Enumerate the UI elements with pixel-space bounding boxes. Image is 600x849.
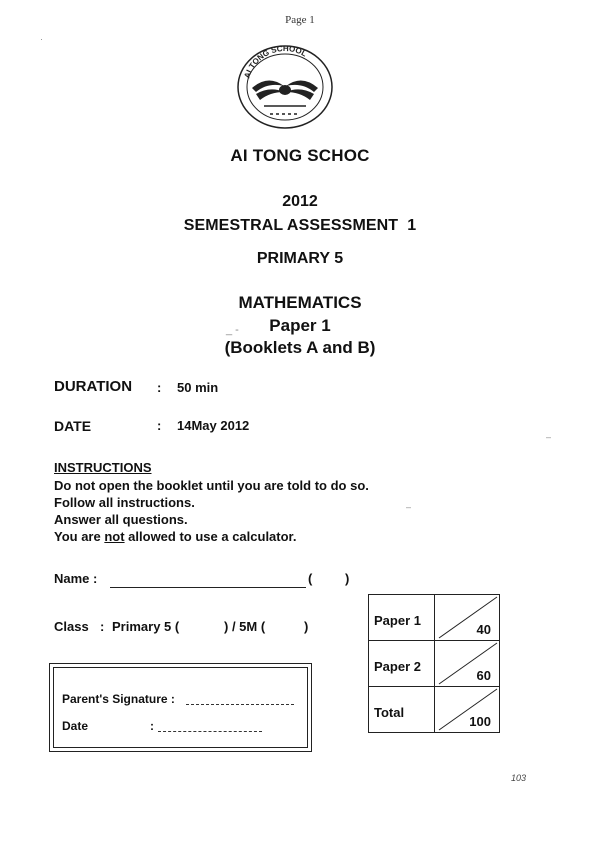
parent-signature-line[interactable] xyxy=(186,704,294,705)
instruction-line-2: Follow all instructions. xyxy=(54,495,195,510)
marks-row-label: Total xyxy=(369,687,435,733)
assessment-title: SEMESTRAL ASSESSMENT 1 xyxy=(183,217,417,234)
date-label: DATE xyxy=(54,418,92,434)
marks-row xyxy=(369,595,500,641)
instruction-line-4 xyxy=(54,528,297,545)
scan-mark: _ - xyxy=(226,324,239,336)
marks-row xyxy=(369,641,500,687)
page-code: 103 xyxy=(511,773,527,783)
paper-title: Paper 1 xyxy=(269,316,331,335)
marks-score-cell[interactable] xyxy=(435,687,500,733)
marks-score-cell[interactable] xyxy=(435,641,500,687)
marks-row xyxy=(369,687,500,733)
level-title: PRIMARY 5 xyxy=(256,250,344,267)
marks-table xyxy=(368,594,500,733)
name-input-line[interactable] xyxy=(110,587,306,588)
marks-score-cell[interactable] xyxy=(435,595,500,641)
instruction-line-4-pre: You are xyxy=(54,529,105,544)
marks-max-value: 40 xyxy=(476,622,491,637)
marks-max-value: 100 xyxy=(469,714,491,729)
duration-label: DURATION xyxy=(54,378,133,395)
signature-date-colon: : xyxy=(150,719,154,733)
name-label: Name : xyxy=(54,571,98,586)
class-mid: ) / 5M ( xyxy=(224,619,266,634)
parent-signature-label: Parent's Signature : xyxy=(62,692,175,706)
date-value: 14May 2012 xyxy=(177,418,250,433)
name-close-paren: ) xyxy=(345,571,350,586)
booklets-title: (Booklets A and B) xyxy=(224,338,376,357)
scan-mark: – xyxy=(546,432,552,442)
scan-mark: – xyxy=(406,502,412,512)
class-suffix: ) xyxy=(304,619,309,634)
exam-year: 2012 xyxy=(282,193,318,210)
instruction-line-3: Answer all questions. xyxy=(54,512,188,527)
marks-max-value: 60 xyxy=(476,668,491,683)
signature-box-inner xyxy=(53,667,308,748)
page-header: Page 1 xyxy=(285,14,315,26)
class-label: Class xyxy=(54,619,89,634)
instruction-line-4-post: allowed to use a calculator. xyxy=(124,529,297,544)
class-colon: : xyxy=(100,619,105,634)
marks-row-label: Paper 2 xyxy=(369,641,435,687)
school-crest-logo xyxy=(234,44,336,130)
school-name: AI TONG SCHOC xyxy=(230,146,370,165)
date-colon: : xyxy=(157,418,162,433)
instructions-heading: INSTRUCTIONS xyxy=(54,460,152,475)
signature-date-label: Date xyxy=(62,719,89,733)
marks-row-label: Paper 1 xyxy=(369,595,435,641)
svg-text:AI TONG SCHOOL xyxy=(242,44,308,79)
subject-title: MATHEMATICS xyxy=(238,293,362,312)
duration-value: 50 min xyxy=(177,380,219,395)
instruction-line-4-emph: not xyxy=(104,529,125,544)
scan-mark: · xyxy=(40,34,43,44)
signature-date-line[interactable] xyxy=(158,731,262,732)
name-open-paren: ( xyxy=(308,571,313,586)
duration-colon: : xyxy=(157,380,162,395)
instruction-line-1: Do not open the booklet until you are told to do so. xyxy=(54,478,369,493)
class-prefix: Primary 5 ( xyxy=(112,619,180,634)
crest-text: AI TONG SCHOOL xyxy=(242,44,309,80)
